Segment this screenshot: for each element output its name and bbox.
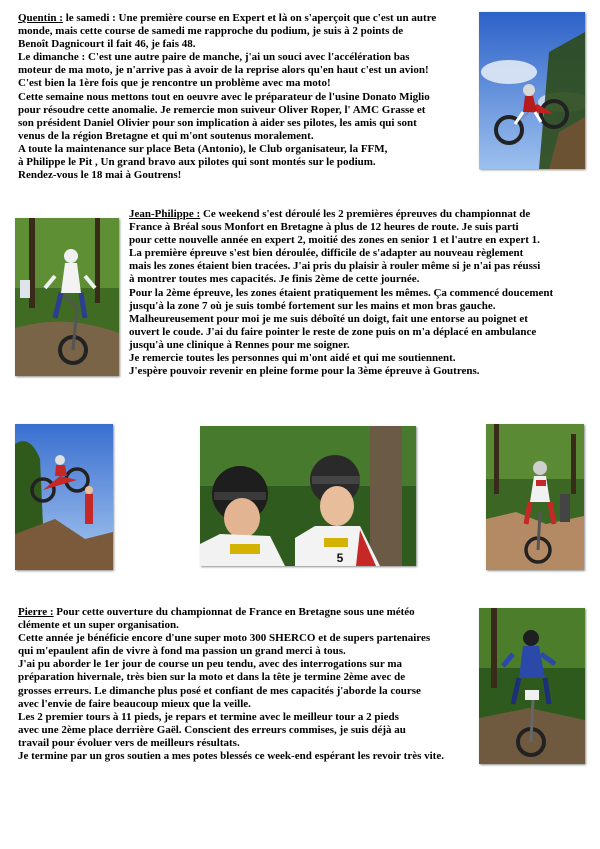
- jean-philippe-name: Jean-Philippe :: [129, 208, 201, 220]
- quentin-line: le samedi : Une première course en Expert et là on s'aperçoit que c'est un autre: [62, 12, 437, 24]
- photo-sticker-text: 5: [336, 551, 344, 565]
- pierre-line: qui m'epaulent afin de vivre à fond ma passion un grand merci à tous.: [18, 645, 346, 658]
- jean-philippe-line: jusqu'à une clinique à Rennes pour me soigner.: [129, 338, 350, 351]
- pierre-line: Cette année je bénéficie encore d'une super moto 300 SHERCO et de supers partenaires: [18, 632, 431, 645]
- quentin-line: moteur de ma moto, je n'arrive pas à avoir de la reprise alors qu'en haut c'est un avion!: [18, 64, 429, 77]
- photo-rider-rocks: [15, 424, 113, 570]
- photo-riders-portrait: [200, 426, 416, 566]
- jean-philippe-line: à montrer toutes mes capacités. Je finis 2ème de cette journée.: [129, 273, 420, 286]
- jean-philippe-line: La première épreuve s'est bien déroulée, difficile de s'adapter au nouveau règlement: [129, 247, 524, 260]
- quentin-line: monde, mais cette course de samedi me rapproche du podium, je suis à 2 points de: [18, 25, 404, 38]
- quentin-line: Cette semaine nous mettons tout en oeuvre avec le préparateur de l'usine Donato Miglio: [18, 90, 430, 103]
- quentin-line: venus de la région Bretagne et qui m'ont soutenus moralement.: [18, 129, 314, 142]
- jean-philippe-line: Malheureusement pour moi je me suis déboîté un doigt, fait une entorse au poignet et: [129, 312, 528, 325]
- pierre-line: avec une 2ème place derrière Gaël. Conscient des erreurs commises, je suis déjà au: [18, 723, 406, 736]
- jean-philippe-line: Ce weekend s'est déroulé les 2 premières épreuves du championnat de: [200, 208, 531, 220]
- jean-philippe-line: Je remercie toutes les personnes qui m'ont aidé et qui me soutiennent.: [129, 352, 456, 365]
- quentin-line: C'est bien la 1ère fois que je rencontre un problème avec ma moto!: [18, 77, 331, 90]
- pierre-line: clémente et un super organisation.: [18, 619, 179, 632]
- jean-philippe-line: jusqu'à la zone 7 où je suis tombé fortement sur les mains et mon bras gauche.: [129, 299, 496, 312]
- pierre-paragraph: [18, 606, 444, 763]
- jean-philippe-line: pour cette nouvelle année en expert 2, moitié des zones en senior 1 et l'autre en expert 1.: [129, 234, 540, 247]
- quentin-line: son président Daniel Olivier pour son implication à aider ses pilotes, les amis qui sont: [18, 116, 417, 129]
- pierre-line: travail pour évoluer vers de meilleurs résultats.: [18, 736, 240, 749]
- quentin-line: Benoît Dagnicourt il fait 46, je fais 48.: [18, 38, 196, 51]
- photo-jean-philippe-rider: [15, 218, 119, 376]
- photo-rider-trial-section: [486, 424, 584, 570]
- jean-philippe-line: ouvert le coude. J'ai du faire pointer le reste de zone puis on m'a déplacé en ambulance: [129, 325, 537, 338]
- jean-philippe-line: mais les zones étaient bien tracées. J'ai pris du plaisir à rouler même si je n'ai pas réussi: [129, 260, 541, 273]
- photo-pierre-rider: [479, 608, 585, 764]
- quentin-line: Rendez-vous le 18 mai à Goutrens!: [18, 169, 182, 182]
- pierre-line: grosses erreurs. Le dimanche plus posé et confiant de mes capacités j'aborde la course: [18, 684, 421, 697]
- jean-philippe-line: Pour la 2ème épreuve, les zones étaient pratiquement les mêmes. Ça commencé doucement: [129, 286, 554, 299]
- pierre-line: Pour cette ouverture du championnat de France en Bretagne sous une météo: [53, 606, 415, 618]
- jean-philippe-line: J'espère pouvoir revenir en pleine forme pour la 3ème épreuve à Goutrens.: [129, 365, 480, 378]
- jean-philippe-line: France à Bréal sous Monfort en Bretagne à plus de 12 heures de route. Je suis parti: [129, 221, 519, 234]
- photo-quentin-rider: [479, 12, 585, 169]
- pierre-line: préparation hivernale, très bien sur la moto et dans la tête je termine 2ème avec de: [18, 671, 406, 684]
- pierre-line: Je termine par un gros soutien a mes potes blessés ce week-end espérant les revoir très vite.: [18, 750, 444, 763]
- pierre-line: avec l'envie de faire beaucoup mieux que la veille.: [18, 697, 251, 710]
- quentin-line: Le dimanche : C'est une autre paire de manche, j'ai un souci avec l'accélération bas: [18, 51, 410, 64]
- jean-philippe-paragraph: [129, 208, 553, 378]
- pierre-line: Les 2 premier tours à 11 pieds, je repars et termine avec le meilleur tour a 2 pieds: [18, 710, 399, 723]
- quentin-name: Quentin :: [18, 12, 63, 24]
- quentin-line: pour résoudre cette anomalie. Je remercie mon suiveur Oliver Roper, l' AMC Grasse et: [18, 103, 426, 116]
- quentin-line: à Philippe le Pit , Un grand bravo aux pilotes qui sont montés sur le podium.: [18, 156, 376, 169]
- quentin-paragraph: [18, 12, 436, 182]
- quentin-line: A toute la maintenance sur place Beta (Antonio), le Club organisateur, la FFM,: [18, 142, 388, 155]
- pierre-line: J'ai pu aborder le 1er jour de course un peu tendu, avec des interrogations sur ma: [18, 658, 402, 671]
- pierre-name: Pierre :: [18, 606, 54, 618]
